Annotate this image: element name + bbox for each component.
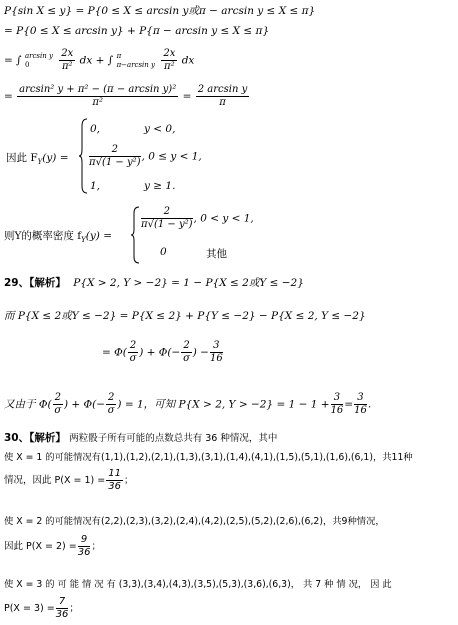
- fraction-result: $\frac{\text{2 arcsin y}}{\pi}$: [197, 84, 248, 108]
- q29-line-4: 又由于 Φ( $\frac{2}{\sigma}$ ) + Φ(− $\frac{2}{\sigma}$ ) = 1，可知 P{X > 2, Y > −2} = 1 − 1 + $\frac{3}{16}$ = $\frac{3}{16}$ .: [4, 392, 372, 416]
- cdf-case-2: $\frac{2}{\text{π√(1 − y²)}}$ , 0 ≤ y < 1,: [89, 144, 202, 168]
- dx-label: dx: [181, 54, 195, 67]
- q29-line-1: 29、【解析】 P{X > 2, Y > −2} = 1 − P{X ≤ 2或Y ≤ −2}: [4, 277, 304, 289]
- fraction-2x-pi2: $\frac{2x}{\text{π²}}$: [61, 48, 74, 72]
- cdf-case-3: 1, y ≥ 1.: [90, 180, 176, 192]
- integral-sign: = ∫: [4, 54, 22, 67]
- left-brace-icon: [130, 206, 140, 264]
- q30-x3-prob: P(X = 3) = $\frac{7}{36}$ ；: [4, 596, 79, 620]
- left-brace-icon: [78, 118, 88, 194]
- upper-limit-2: π: [116, 51, 122, 60]
- fraction-2x-pi2-b: $\frac{2x}{\text{π²}}$: [163, 48, 176, 72]
- pdf-case-2: 0 其他: [160, 246, 227, 260]
- lower-limit: 0: [24, 60, 30, 69]
- q30-x1: 使 X = 1 的可能情况有(1,1),(1,2),(2,1),(1,3),(3,1),(1,4),(4,1),(1,5),(5,1),(1,6),(6,1)，共11种: [4, 452, 413, 463]
- q29-line-2: 而 P{X ≤ 2或Y ≤ −2} = P{X ≤ 2} + P{Y ≤ −2} − P{X ≤ 2, Y ≤ −2}: [4, 310, 366, 322]
- q30-x1-prob: 情况，因此 P(X = 1) = $\frac{11}{36}$ ；: [4, 468, 134, 492]
- integral-sign-2: dx + ∫: [79, 54, 114, 67]
- equals-sign-2: =: [182, 90, 192, 103]
- q29-line-3: = Φ( $\frac{2}{\sigma}$ ) + Φ(− $\frac{2}{\sigma}$ ) − $\frac{3}{16}$: [102, 340, 223, 364]
- fraction-big: $\frac{\text{arcsin² y + π² − (π − arcsin y)²}}{\text{π²}}$: [19, 84, 177, 108]
- eq-line-2: = P{0 ≤ X ≤ arcsin y} + P{π − arcsin y ≤ X ≤ π}: [4, 25, 270, 37]
- cdf-case-1: 0, y < 0,: [90, 123, 176, 135]
- upper-limit: arcsin y: [24, 51, 53, 60]
- q30-x3: 使 X = 3 的 可 能 情 况 有 (3,3),(3,4),(4,3),(3,5),(5,3),(3,6),(6,3)， 共 7 种 情 况， 因 此: [4, 579, 392, 590]
- equals-sign: =: [4, 90, 13, 103]
- cdf-label: 因此 $F_Y(y)$ =: [6, 152, 69, 167]
- pdf-label: 则Y的概率密度 $f_Y(y)$ =: [4, 230, 113, 245]
- lower-limit-2: π−arcsin y: [116, 60, 155, 69]
- q30-x2-prob: 因此 P(X = 2) = $\frac{9}{36}$ ；: [4, 534, 101, 558]
- pdf-case-1: $\frac{2}{\text{π√(1 − y²)}}$ , 0 < y < 1,: [141, 206, 254, 230]
- eq-line-4: [4, 84, 250, 109]
- eq-line-1: P{sin X ≤ y} = P{0 ≤ X ≤ arcsin y或π − arcsin y ≤ X ≤ π}: [4, 5, 316, 17]
- eq-line-3: [4, 48, 194, 73]
- q30-heading: 30、【解析】: [4, 432, 66, 444]
- q30-line-1: 30、【解析】 两粒骰子所有可能的点数总共有 36 种情况，其中: [4, 432, 278, 444]
- q29-heading: 29、【解析】: [4, 277, 66, 289]
- q30-x2: 使 X = 2 的可能情况有(2,2),(2,3),(3,2),(2,4),(4,2),(2,5),(5,2),(2,6),(6,2)，共9种情况，: [4, 516, 385, 527]
